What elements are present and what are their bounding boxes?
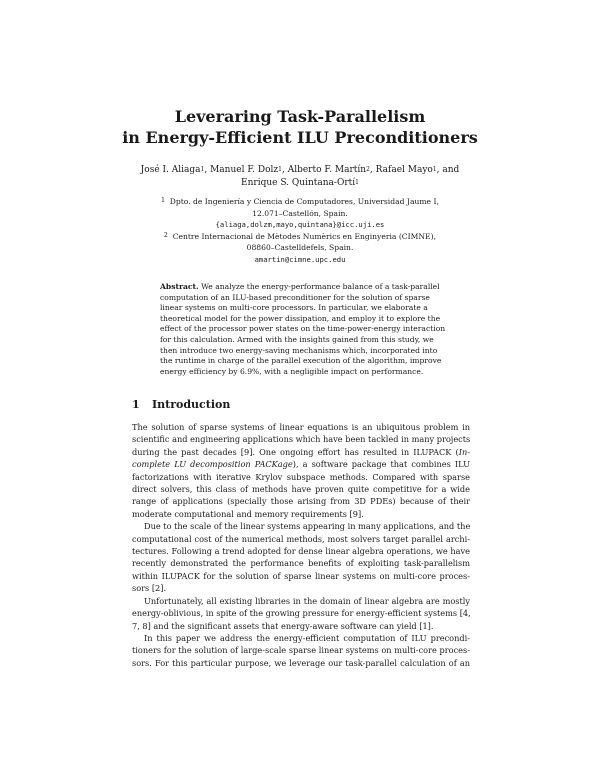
- body-text-span: during the past decades [9]. One ongoing effort has resulted in ILUPACK (: [132, 446, 459, 457]
- abstract-line: the runtime in charge of the parallel execution of the algorithm, improve: [160, 356, 442, 366]
- abstract-line: theoretical model for the power dissipation, and employ it to explore the: [160, 313, 441, 323]
- body-text-span: ), a software package that combines ILU: [292, 459, 470, 470]
- body-line: within ILUPACK for the solution of sparse linear systems on multi-core proces-: [132, 570, 470, 581]
- author-affil-mark: 1: [278, 166, 282, 173]
- author-affil-mark: 2: [366, 166, 370, 173]
- author-name: , Alberto F. Martín: [281, 165, 367, 175]
- body-line: The solution of sparse systems of linear equations is an ubiquitous problem in: [132, 422, 470, 432]
- body-line: [132, 446, 470, 458]
- author-name: , Manuel F. Dolz: [204, 165, 279, 175]
- body-line: Due to the scale of the linear systems appearing in many applications, and the: [144, 521, 471, 532]
- body-emphasis: complete LU decomposition PACKage: [132, 459, 293, 470]
- abstract-line: linear systems on multi-core processors. In particular, we elaborate a: [160, 303, 428, 313]
- author-affil-mark: 1: [200, 166, 205, 173]
- body-line: energy-oblivious, in spite of the growing pressure for energy-efficient systems [4,: [132, 608, 471, 619]
- abstract-line: computation of an ILU-based preconditioner for the solution of sparse: [160, 292, 430, 302]
- affil-mark: 1: [161, 197, 165, 204]
- body-line: factorizations with iterative Krylov subspace methods. Compared with sparse: [132, 471, 470, 482]
- affiliation-2-email: amartin@cimne.upc.edu: [254, 254, 346, 264]
- body-line: computational cost of the numerical methods, most solvers target parallel archi-: [132, 533, 470, 544]
- section-title: Introduction: [152, 398, 231, 411]
- author-name: José I. Aliaga: [140, 165, 201, 175]
- abstract-line: then introduce two energy-saving mechanisms which, incorporated into: [160, 345, 438, 355]
- affiliation-1-line-2: 12.071–Castellón, Spain.: [252, 208, 348, 218]
- affiliation-2-line-1: [150, 231, 450, 243]
- affiliation-1-line-1: [150, 196, 450, 208]
- title-line-1: Leveraring Task-Parallelism: [174, 107, 426, 126]
- abstract-text: We analyze the energy-performance balance of a task-parallel: [201, 282, 440, 291]
- affil-text: Centre Internacional de Mètodes Numèrics en Enginyeria (CIMNE),: [172, 231, 436, 241]
- abstract-line: energy efficiency by 6.9%, with a negligible impact on performance.: [160, 366, 424, 376]
- affiliation-2-line-2: 08860–Castelldefels, Spain.: [246, 243, 354, 252]
- author-line-1: [140, 164, 460, 177]
- affil-text: Dpto. de Ingeniería y Ciencia de Computadores, Universidad Jaume I,: [169, 197, 439, 206]
- body-emphasis: In-: [458, 446, 470, 457]
- author-affil-mark: 1: [432, 166, 437, 173]
- body-line: tioners for the solution of large-scale sparse linear systems on multi-core proces-: [132, 645, 470, 656]
- affiliation-1-email: {aliaga,dolzm,mayo,quintana}@icc.uji.es: [215, 220, 385, 229]
- body-line: 7, 8] and the significant assets that energy-aware software can yield [1].: [132, 620, 434, 631]
- affiliations: [150, 196, 450, 265]
- body-line: sors. For this particular purpose, we leverage our task-parallel calculation of an: [132, 657, 470, 668]
- title-line-2: in Energy-Efficient ILU Preconditioners: [122, 128, 478, 147]
- body-line: [132, 458, 470, 470]
- body-line: In this paper we address the energy-efficient computation of ILU precondi-: [144, 632, 470, 643]
- author-name: , Rafael Mayo: [369, 165, 433, 175]
- body-line: range of applications (specially those arising from 3D PDEs) because of their: [132, 496, 470, 507]
- section-heading: [132, 398, 230, 411]
- author-name: Enrique S. Quintana-Ortí: [241, 178, 356, 188]
- paper-title: [0, 106, 600, 148]
- author-line-2: [140, 177, 460, 190]
- author-separator: , and: [436, 165, 460, 175]
- body-line: recently demonstrated the performance benefits of exploiting task-parallelism: [132, 558, 470, 569]
- body-line: moderate computational and memory requirements [9].: [132, 508, 364, 519]
- abstract-label: Abstract.: [160, 282, 199, 291]
- abstract: [160, 282, 453, 377]
- body-line: sors [2].: [132, 583, 167, 594]
- body-line: tectures. Following a trend adopted for dense linear algebra operations, we have: [132, 546, 470, 557]
- body-line: direct solvers, this class of methods have proven quite competitive for a wide: [132, 484, 470, 495]
- affil-mark: 2: [164, 231, 168, 239]
- abstract-line: effect of the processor power states on the time-power-energy interaction: [160, 324, 446, 334]
- author-list: [140, 164, 460, 190]
- abstract-line: [160, 282, 453, 293]
- body-text: [132, 421, 470, 669]
- author-affil-mark: 1: [355, 179, 359, 186]
- abstract-line: for this calculation. Armed with the insights gained from this study, we: [160, 334, 434, 344]
- body-line: scientific and engineering applications which have been tackled in many projects: [132, 434, 471, 445]
- body-line: Unfortunately, all existing libraries in the domain of linear algebra are mostly: [144, 595, 470, 606]
- section-number: 1: [132, 398, 140, 411]
